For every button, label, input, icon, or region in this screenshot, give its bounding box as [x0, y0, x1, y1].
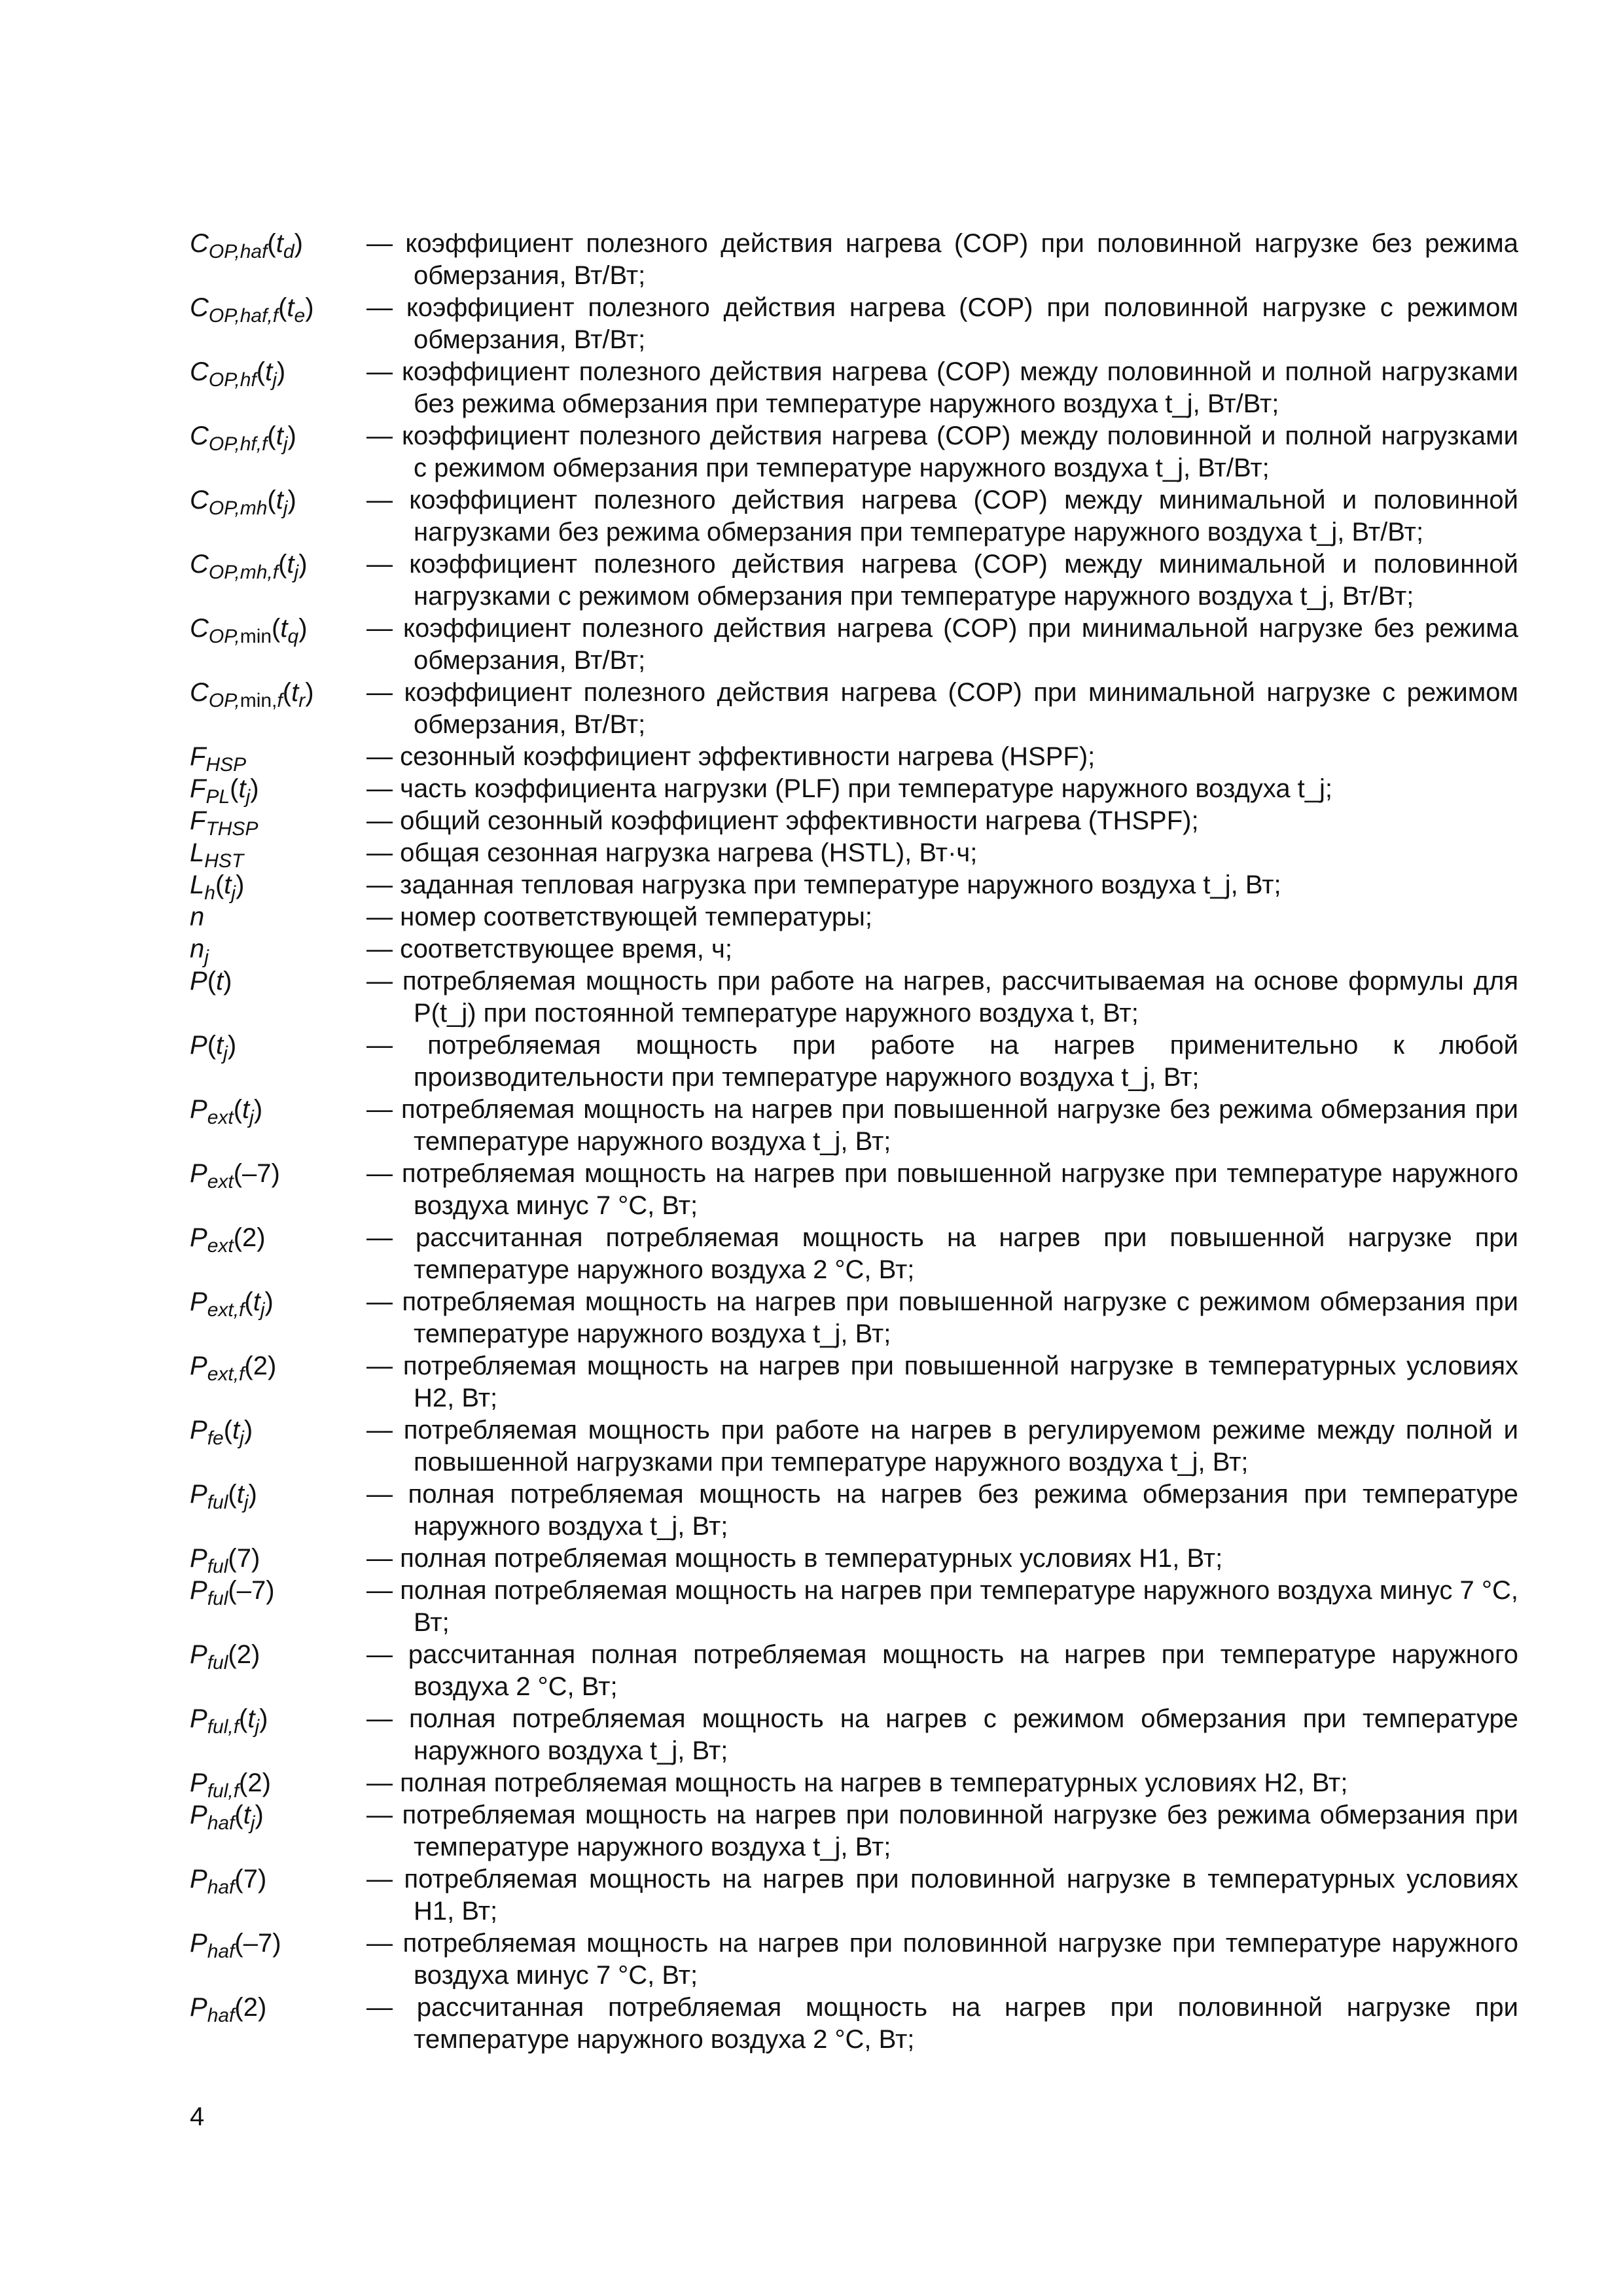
- symbol-p-tj: $P(t_j)$: [190, 1031, 237, 1064]
- definition-text: — потребляемая мощность при работе на нагрев, рассчитываемая на основе формулы для P(t_j) при постоянной температуре наружного воздуха t, Вт;: [366, 967, 1518, 1028]
- definition-text: — коэффициент полезного действия нагрева (COP) при минимальной нагрузке без режима обмерзания, Вт/Вт;: [366, 614, 1518, 675]
- symbol-c-op-min-f-tr: $C_{OP,min,f}(t_r)$: [190, 678, 314, 711]
- definition-entry: [190, 613, 1518, 677]
- symbol-definitions-list: [190, 228, 1518, 2056]
- definition-entry: [190, 773, 1518, 808]
- symbol-f-pl-tj: $F_{PL}(t_j)$: [190, 774, 259, 808]
- symbol-p-ful-2: $P_{ful}(2)$: [190, 1640, 260, 1674]
- definition-entry: [190, 933, 1518, 968]
- definition-text: — потребляемая мощность на нагрев при повышенной нагрузке при температуре наружного воздуха минус 7 °С, Вт;: [366, 1159, 1518, 1220]
- definition-entry: [190, 1158, 1518, 1222]
- definition-entry: [190, 228, 1518, 292]
- symbol-p-ext-minus7: $P_{ext}(-7)$: [190, 1159, 280, 1193]
- definition-text: — полная потребляемая мощность на нагрев без режима обмерзания при температуре наружного воздуха t_j, Вт;: [366, 1480, 1518, 1541]
- definition-text: — потребляемая мощность при работе на нагрев в регулируемом режиме между полной и повышенной нагрузками при температуре наружного воздуха t_j, Вт;: [366, 1416, 1518, 1477]
- definition-entry: [190, 1575, 1518, 1639]
- definition-entry: [190, 1992, 1518, 2056]
- definition-entry: [190, 1639, 1518, 1703]
- definition-entry: [190, 548, 1518, 613]
- definition-text: — заданная тепловая нагрузка при температуре наружного воздуха t_j, Вт;: [366, 870, 1281, 899]
- symbol-n-j: $n_j$: [190, 935, 209, 968]
- symbol-c-op-mh-tj: $C_{OP,mh}(t_j)$: [190, 486, 296, 519]
- definition-text: — рассчитанная полная потребляемая мощность на нагрев при температуре наружного воздуха 2 °С, Вт;: [366, 1640, 1518, 1701]
- definition-entry: [190, 1222, 1518, 1286]
- definition-text: — потребляемая мощность на нагрев при половинной нагрузке в температурных условиях Н1, Вт;: [366, 1865, 1518, 1926]
- definition-entry: [190, 965, 1518, 1030]
- definition-text: — соответствующее время, ч;: [366, 935, 732, 963]
- definition-text: — общая сезонная нагрузка нагрева (HSTL), Вт·ч;: [366, 838, 978, 867]
- symbol-f-thsp: $F_{THSP}$: [190, 806, 259, 840]
- symbol-l-hst: $L_{HST}$: [190, 838, 244, 872]
- definition-text: — коэффициент полезного действия нагрева (COP) при минимальной нагрузке с режимом обмерзания, Вт/Вт;: [366, 678, 1518, 739]
- symbol-p-ful-f-2: $P_{ful,f}(2)$: [190, 1768, 271, 1802]
- symbol-p-ext-f-tj: $P_{ext,f}(t_j)$: [190, 1287, 274, 1321]
- definition-text: — коэффициент полезного действия нагрева (COP) между минимальной и половинной нагрузками с режимом обмерзания при температуре наружного воздуха t_j, Вт/Вт;: [366, 550, 1518, 611]
- definition-entry: [190, 1767, 1518, 1802]
- definition-text: — коэффициент полезного действия нагрева (COP) между половинной и полной нагрузками без режима обмерзания при температуре наружного воздуха t_j, Вт/Вт;: [366, 357, 1518, 418]
- symbol-c-op-min-tq: $C_{OP,min}(t_q)$: [190, 614, 308, 647]
- definition-entry: [190, 1543, 1518, 1575]
- definition-text: — потребляемая мощность на нагрев при повышенной нагрузке в температурных условиях Н2, Вт;: [366, 1352, 1518, 1412]
- definition-entry: [190, 1799, 1518, 1863]
- definition-entry: [190, 901, 1518, 933]
- definition-entry: [190, 805, 1518, 840]
- symbol-p-ext-f-2: $P_{ext,f}(2)$: [190, 1352, 277, 1385]
- symbol-c-op-hf-tj: $C_{OP,hf}(t_j)$: [190, 357, 286, 391]
- definition-entry: [190, 741, 1518, 776]
- definition-entry: [190, 356, 1518, 420]
- definition-text: — рассчитанная потребляемая мощность на нагрев при половинной нагрузке при температуре наружного воздуха 2 °С, Вт;: [366, 1993, 1518, 2054]
- definition-entry: [190, 837, 1518, 872]
- symbol-p-ext-tj: $P_{ext}(t_j)$: [190, 1095, 263, 1128]
- definition-text: — рассчитанная потребляемая мощность на нагрев при повышенной нагрузке при температуре наружного воздуха 2 °С, Вт;: [366, 1223, 1518, 1284]
- definition-text: — сезонный коэффициент эффективности нагрева (HSPF);: [366, 742, 1096, 771]
- symbol-l-h-tj: $L_h(t_j)$: [190, 870, 245, 904]
- definition-entry: [190, 1350, 1518, 1414]
- symbol-c-op-mh-f-tj: $C_{OP,mh,f}(t_j)$: [190, 550, 308, 583]
- definition-entry: [190, 869, 1518, 904]
- definition-text: — коэффициент полезного действия нагрева (COP) при половинной нагрузке с режимом обмерзания, Вт/Вт;: [366, 293, 1518, 354]
- definition-text: — потребляемая мощность на нагрев при повышенной нагрузке с режимом обмерзания при температуре наружного воздуха t_j, Вт;: [366, 1287, 1518, 1348]
- definition-entry: [190, 1479, 1518, 1543]
- symbol-p-ful-minus7: $P_{ful}(-7)$: [190, 1576, 275, 1609]
- definition-text: — полная потребляемая мощность на нагрев при температуре наружного воздуха минус 7 °С, Вт;: [366, 1576, 1518, 1637]
- symbol-c-op-haf-f-te: $C_{OP,haf,f}(t_e)$: [190, 293, 314, 327]
- symbol-p-t: P(t): [190, 967, 232, 996]
- definition-text: — общий сезонный коэффициент эффективности нагрева (THSPF);: [366, 806, 1199, 835]
- definition-text: — потребляемая мощность на нагрев при половинной нагрузке при температуре наружного воздуха минус 7 °С, Вт;: [366, 1929, 1518, 1990]
- symbol-f-hsp: $F_{HSP}$: [190, 742, 247, 776]
- definition-text: — полная потребляемая мощность на нагрев в температурных условиях Н2, Вт;: [366, 1768, 1348, 1797]
- definition-text: — часть коэффициента нагрузки (PLF) при температуре наружного воздуха t_j;: [366, 774, 1333, 803]
- definition-text: — потребляемая мощность на нагрев при повышенной нагрузке без режима обмерзания при температуре наружного воздуха t_j, Вт;: [366, 1095, 1518, 1156]
- definition-entry: [190, 1863, 1518, 1928]
- page-number: 4: [190, 2102, 205, 2131]
- definition-text: — потребляемая мощность при работе на нагрев применительно к любой производительности при температуре наружного воздуха t_j, Вт;: [366, 1031, 1518, 1092]
- definition-entry: [190, 1928, 1518, 1992]
- symbol-p-ext-2: $P_{ext}(2)$: [190, 1223, 266, 1257]
- symbol-p-fe-tj: $P_{fe}(t_j)$: [190, 1416, 253, 1449]
- definition-text: — полная потребляемая мощность в температурных условиях Н1, Вт;: [366, 1544, 1223, 1573]
- definition-text: — коэффициент полезного действия нагрева (COP) между половинной и полной нагрузками с режимом обмерзания при температуре наружного воздуха t_j, Вт/Вт;: [366, 422, 1518, 482]
- symbol-c-op-haf-td: $C_{OP,haf}(t_d)$: [190, 229, 303, 262]
- definition-entry: [190, 1414, 1518, 1479]
- definition-entry: [190, 420, 1518, 484]
- definition-entry: [190, 1286, 1518, 1350]
- symbol-p-haf-2: $P_{haf}(2)$: [190, 1993, 267, 2026]
- definition-text: — номер соответствующей температуры;: [366, 903, 872, 931]
- symbol-p-haf-7: $P_{haf}(7)$: [190, 1865, 267, 1898]
- definition-entry: [190, 1030, 1518, 1094]
- symbol-p-haf-tj: $P_{haf}(t_j)$: [190, 1801, 264, 1834]
- definition-entry: [190, 677, 1518, 741]
- definition-entry: [190, 1094, 1518, 1158]
- symbol-p-ful-7: $P_{ful}(7)$: [190, 1544, 260, 1577]
- definition-entry: [190, 1703, 1518, 1767]
- definition-entry: [190, 292, 1518, 356]
- symbol-p-haf-minus7: $P_{haf}(-7)$: [190, 1929, 281, 1962]
- definition-text: — коэффициент полезного действия нагрева (COP) между минимальной и половинной нагрузками без режима обмерзания при температуре наружного воздуха t_j, Вт/Вт;: [366, 486, 1518, 547]
- definition-text: — потребляемая мощность на нагрев при половинной нагрузке без режима обмерзания при температуре наружного воздуха t_j, Вт;: [366, 1801, 1518, 1861]
- definition-entry: [190, 484, 1518, 548]
- symbol-p-ful-f-tj: $P_{ful,f}(t_j)$: [190, 1704, 268, 1738]
- definition-text: — коэффициент полезного действия нагрева (COP) при половинной нагрузке без режима обмерзания, Вт/Вт;: [366, 229, 1518, 290]
- symbol-n: n: [190, 903, 205, 931]
- definition-text: — полная потребляемая мощность на нагрев с режимом обмерзания при температуре наружного воздуха t_j, Вт;: [366, 1704, 1518, 1765]
- symbol-p-ful-tj: $P_{ful}(t_j)$: [190, 1480, 257, 1513]
- symbol-c-op-hf-f-tj: $C_{OP,hf,f}(t_j)$: [190, 422, 296, 455]
